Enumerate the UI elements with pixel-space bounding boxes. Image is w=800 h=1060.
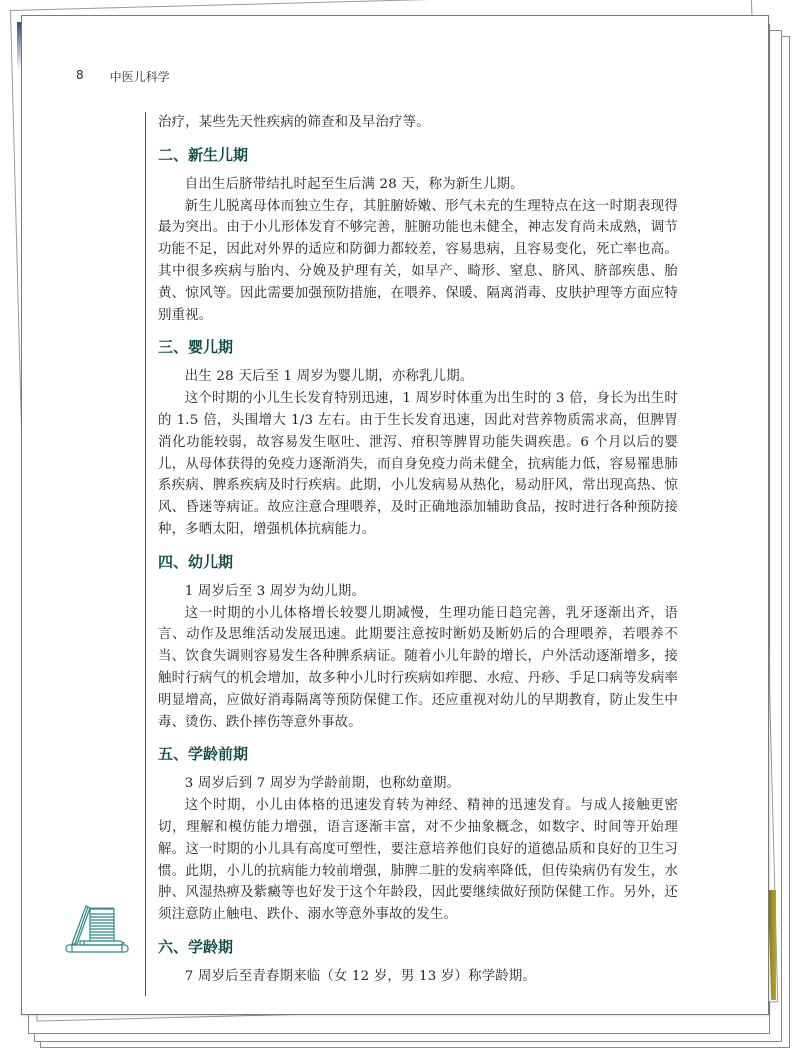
intro-paragraph: 治疗，某些先天性疾病的筛查和及早治疗等。 (158, 115, 430, 130)
running-head (76, 68, 170, 85)
paragraph: 这个时期的小儿生长发育特别迅速，1 周岁时体重为出生时的 3 倍，身长为出生时的 1.5 倍，头围增大 1/3 左右。由于生长发育迅速，因此对营养物质需求高，但脾胃消化功能较弱，故容易发生呕吐、泄泻、疳积等脾胃功能失调疾患。6 个月以后的婴儿，从母体获得的免疫力逐渐消失，而自身免疫力尚未健全，抗病能力低，容易罹患肺系疾病、脾系疾病及时行疾病。此期，小儿发病易从热化，易动肝风，常出现高热、惊风、昏迷等病证。故应注意合理喂养，及时正确地添加辅助食品，按时进行各种预防接种，多晒太阳，增强机体抗病能力。 (158, 391, 678, 537)
section-heading: 四、幼儿期 (158, 552, 234, 571)
paragraph: 新生儿脱离母体而独立生存，其脏腑娇嫩、形气未充的生理特点在这一时期表现得最为突出。由于小儿形体发育不够完善，脏腑功能也未健全，神志发育尚未成熟，调节功能不足，因此对外界的适应和防御力都较差，容易患病，且容易变化，死亡率也高。其中很多疾病与胎内、分娩及护理有关，如早产、畸形、窒息、脐风、脐部疾患、胎黄、惊风等。因此需要加强预防措施，在喂养、保暖、隔离消毒、皮肤护理等方面应特别重视。 (158, 198, 678, 323)
section-heading: 五、学龄前期 (158, 745, 249, 764)
paragraph: 这一时期的小儿体格增长较婴儿期减慢，生理功能日趋完善，乳牙逐渐出齐，语言、动作及思维活动发展迅速。此期要注意按时断奶及断奶后的合理喂养，若喂养不当、饮食失调则容易发生各种脾系病证。随着小儿年龄的增长，户外活动逐渐增多，接触时行病气的机会增加，故多种小儿时行疾病如痄腮、水痘、丹痧、手足口病等发病率明显增高，应做好消毒隔离等预防保健工作。还应重视对幼儿的早期教育，防止发生中毒、烫伤、跌仆摔伤等意外事故。 (158, 605, 678, 730)
book-title: 中医儿科学 (109, 70, 170, 84)
paragraph: 自出生后脐带结扎时起至生后满 28 天，称为新生儿期。 (184, 176, 524, 192)
section-heading: 三、婴儿期 (158, 338, 234, 357)
paragraph: 1 周岁后至 3 周岁为幼儿期。 (184, 583, 366, 599)
book-page (21, 15, 769, 1015)
paragraph: 3 周岁后到 7 周岁为学龄前期，也称幼童期。 (184, 776, 461, 792)
page-number: 8 (76, 68, 84, 82)
section-heading: 二、新生儿期 (158, 145, 249, 164)
paragraph: 7 周岁后至青春期来临（女 12 岁，男 13 岁）称学龄期。 (184, 968, 537, 984)
books-notepad-icon (64, 902, 132, 954)
page-body (145, 112, 678, 996)
section-heading: 六、学龄期 (158, 937, 234, 956)
paragraph: 这个时期，小儿由体格的迅速发育转为神经、精神的迅速发育。与成人接触更密切，理解和模仿能力增强，语言逐渐丰富，对不少抽象概念，如数字、时间等开始理解。这一时期的小儿具有高度可塑性，要注意培养他们良好的道德品质和良好的卫生习惯。此期，小儿的抗病能力较前增强，肺脾二脏的发病率降低，但传染病仍有发生，水肿、风湿热痹及紫癜等也好发于这个年龄段，因此要继续做好预防保健工作。另外，还须注意防止触电、跌仆、溺水等意外事故的发生。 (158, 798, 678, 923)
paragraph: 出生 28 天后至 1 周岁为婴儿期，亦称乳儿期。 (184, 369, 474, 385)
